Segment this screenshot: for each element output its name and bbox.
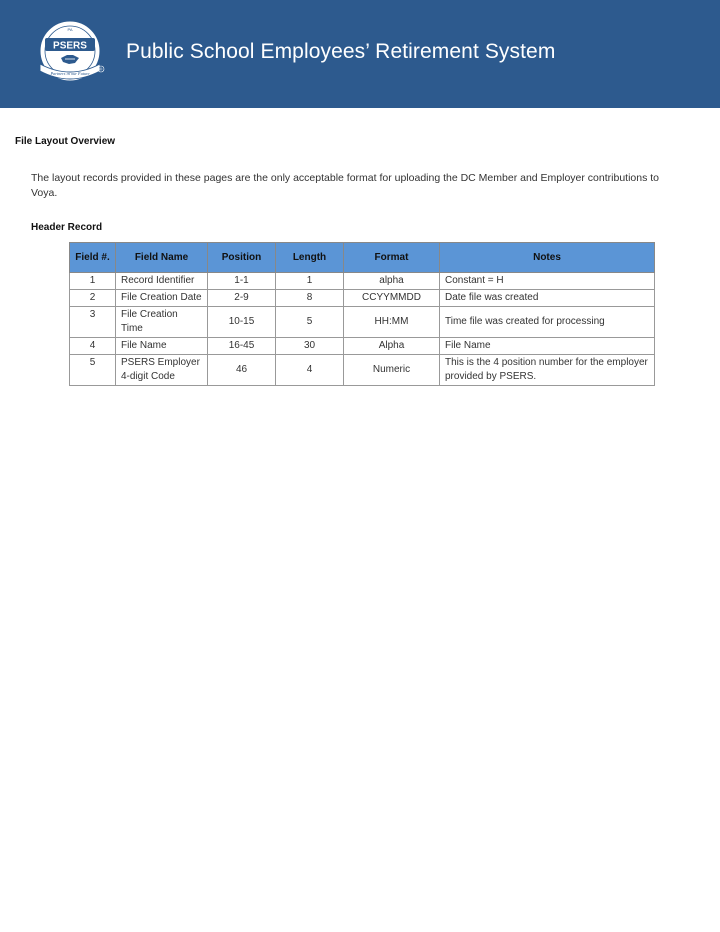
- field-length: 4: [276, 355, 344, 386]
- field-notes: This is the 4 position number for the employer provided by PSERS.: [440, 355, 655, 386]
- field-format: HH:MM: [344, 307, 440, 338]
- field-name: File Name: [116, 338, 208, 355]
- psers-logo: [37, 18, 107, 90]
- field-length: 8: [276, 290, 344, 307]
- organization-title: Public School Employees’ Retirement System: [126, 40, 556, 63]
- table-row: [70, 273, 655, 290]
- column-header-format: Format: [344, 243, 440, 273]
- column-header-field-name: Field Name: [116, 243, 208, 273]
- field-number: 5: [70, 355, 116, 386]
- field-length: 1: [276, 273, 344, 290]
- field-name: Record Identifier: [116, 273, 208, 290]
- logo-motto: Partners in our Future: [50, 71, 90, 76]
- field-name: File Creation Time: [116, 307, 208, 338]
- header-record-title: Header Record: [31, 222, 103, 233]
- field-name: File Creation Date: [116, 290, 208, 307]
- field-notes: Time file was created for processing: [440, 307, 655, 338]
- column-header-position: Position: [208, 243, 276, 273]
- field-length: 5: [276, 307, 344, 338]
- table-row: [70, 290, 655, 307]
- field-format: Numeric: [344, 355, 440, 386]
- table-row: [70, 355, 655, 386]
- field-position: 2-9: [208, 290, 276, 307]
- intro-paragraph: The layout records provided in these pages are the only acceptable format for uploading the DC Member and Employer contributions to Voya.: [31, 172, 660, 199]
- field-position: 10-15: [208, 307, 276, 338]
- logo-wordmark: PSERS: [53, 40, 87, 52]
- field-position: 16-45: [208, 338, 276, 355]
- header-record-table: [69, 242, 655, 386]
- field-notes: File Name: [440, 338, 655, 355]
- logo-registered-mark: ®: [99, 66, 103, 72]
- field-length: 30: [276, 338, 344, 355]
- field-notes: Constant = H: [440, 273, 655, 290]
- table-header-row: [70, 243, 655, 273]
- column-header-notes: Notes: [440, 243, 655, 273]
- table-row: [70, 307, 655, 338]
- header-banner: [0, 0, 720, 108]
- field-number: 4: [70, 338, 116, 355]
- field-notes: Date file was created: [440, 290, 655, 307]
- field-number: 2: [70, 290, 116, 307]
- field-format: CCYYMMDD: [344, 290, 440, 307]
- field-format: Alpha: [344, 338, 440, 355]
- field-number: 1: [70, 273, 116, 290]
- field-name: PSERS Employer 4-digit Code: [116, 355, 208, 386]
- field-position: 46: [208, 355, 276, 386]
- column-header-field-number: Field #.: [70, 243, 116, 273]
- column-header-length: Length: [276, 243, 344, 273]
- logo-top-text: PA: [67, 27, 73, 32]
- field-position: 1-1: [208, 273, 276, 290]
- field-format: alpha: [344, 273, 440, 290]
- field-number: 3: [70, 307, 116, 338]
- table-row: [70, 338, 655, 355]
- section-title: File Layout Overview: [15, 136, 116, 147]
